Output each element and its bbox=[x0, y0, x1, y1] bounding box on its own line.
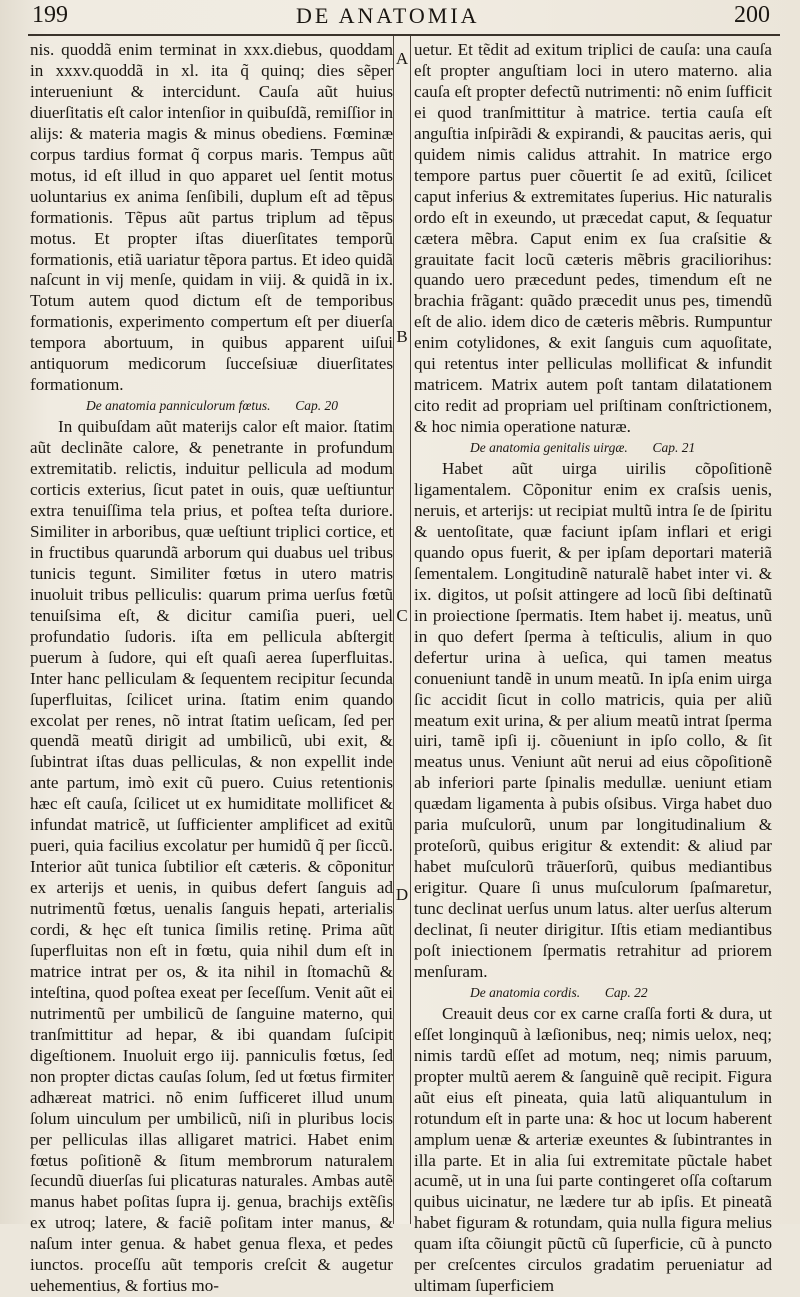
paragraph-continuation: nis. quoddã enim terminat in xxx.diebus, quoddam in xxxv.quoddã in xl. ita q̃ quinq; dies sẽper interueniunt & intercidunt. Cauſa aũt huius diuerſitatis eſt calor intenſior in quibuſdã, remiſſior in alijs: & materia magis & minus obediens. Fœminæ corpus tardius format q̃ corpus maris. Tempus aũt motus, id eſt illud in quo apparet uel ſentit motus uoluntarius ex anima ſenſibili, duplum eſt ad tẽpus formationis. Tẽpus aũt partus triplum ad tẽpus motus. Et propter iſtas diuerſitates temporũ formationis, etiã uariatur tẽpora partus. Et ideo quidã naſcunt in vij menſe, quidam in viij. & quidã in ix. Totum autem quod dictum eſt de temporibus formationis, experimento compertum eſt per diuerſa tempora abortuum, in quibus apparent uiſui antiquorum medicorum ſucceſsiuæ diuerſitates formationum. bbox=[30, 40, 393, 395]
chapter-number: Cap. 22 bbox=[604, 984, 648, 1000]
header-rule bbox=[28, 34, 780, 36]
paragraph: Habet aũt uirga uirilis cõpoſitionẽ ligamentalem. Cõponitur enim ex craſsis uenis, neruis, et arterijs: ut recipiat multũ intra ſe de ſpiritu & uentoſitate, quæ faciunt ipſam inflari et erigi quando opus fuerit, & per ipſam deportari materiã ſementalem. Longitudinẽ naturalẽ habet inter vi. & ix. digitos, ut poſsit attingere ad locũ ſibi deſtinatũ in proiectione ſpermatis. Item habet ij. meatus, unũ in quo defert ſperma à teſticulis, alium in quo defertur urina à ueſica, qui tamen meatus conueniunt tandẽ in unum meatũ. In ipſa enim uirga ſic accidit ſicut in collo matricis, quia per aliũ meatum exit urina, & per alium meatũ intrat ſperma uiri, tamẽ ipſi ij. cõueniunt in ipſo collo, & ſit meatus unus. Veniunt aũt nerui ad eius cõpoſitionẽ ab inferiori parte ſpinalis medullæ. ueniunt etiam quædam ligamenta à pubis oſsibus. Virga habet duo paria muſculorũ, unum par longitudinalium & proteſorũ, quibus erigitur & extendit: & aliud par habet muſculorũ trãuerſorũ, quibus mediantibus erigitur. Quare ſi unus muſculorum ſpaſmaretur, tunc declinat uerſus unum latus. alter uerſus alterum declinat, ſi neuter dirigitur. Iſtis etiam mediantibus poſt iniectionem ſpermatis retrahitur ad priorem menſuram. bbox=[414, 459, 772, 981]
margin-marker-b: B bbox=[396, 327, 408, 346]
chapter-title: De anatomia panniculorum fœtus. bbox=[86, 398, 271, 414]
running-title: DE ANATOMIA bbox=[296, 3, 480, 28]
chapter-heading-21 bbox=[414, 438, 772, 459]
page-number-left: 199 bbox=[32, 2, 68, 28]
left-column bbox=[30, 40, 393, 1297]
chapter-heading-20 bbox=[30, 396, 393, 417]
chapter-number: Cap. 20 bbox=[295, 398, 339, 414]
right-column bbox=[414, 40, 772, 1297]
running-header bbox=[0, 0, 800, 38]
chapter-title: De anatomia cordis. bbox=[470, 984, 581, 1000]
margin-marker-d: D bbox=[395, 885, 409, 904]
column-rule-left bbox=[393, 36, 394, 1224]
chapter-number: Cap. 21 bbox=[652, 440, 696, 456]
page-number-right: 200 bbox=[734, 2, 770, 28]
margin-marker-c: C bbox=[396, 606, 408, 625]
paragraph: In quibuſdam aũt materijs calor eſt maior. ſtatim aũt declinãte calore, & penetrante in profundum extremitatib. relictis, induitur pellicula ad modum corticis exterius, ſicut patet in ouis, quæ ueſtiuntur extra tenuiſſima tela prius, et poſtea teſta duriore. Similiter in arboribus, quæ ueſtiunt triplici cortice, et in fructibus quarundã arborum qui duabus uel tribus tunicis tegunt. Similiter fœtus in utero matris inuoluit tribus pelliculis: quarum prima uerſus fœtũ tenuiſsima eſt, & dicitur camiſia pueri, uel profundatio ſudoris. iſta em pellicula abſtergit puerum à ſudore, qui eſt quaſi aerea ſuperfluitas. Inter hanc pelliculam & ſequentem recipitur ſecunda ſuperfluitas, ſcilicet urina. ſtatim enim quando excolat per renes, nõ intrat ſtatim ueſicam, ſed per quendã meatũ dirigit ad umbilicũ, ubi exit, & ſubintrat iſtas duas pelliculas, & non expellit inde ante partum, imò exit cũ puero. Cuius retentionis hæc eſt cauſa, ſcilicet ut ex humiditate mollificet & infundat matricẽ, ut ſufficienter amplificet ad exitũ pueri, quia facilius excolatur per humidũ q̃ per ſiccũ. Interior aũt tunica ſubtilior eſt cæteris. & cõponitur ex arterijs et uenis, in quibus defert ſanguis ad nutrimentũ fœtus, uenalis ſanguis hepati, arterialis cordi, & hęc eſt tunica ſimilis retinę. Prima aũt ſuperfluitas non eſt in fœtu, quia nihil dum eſt in matrice intrat per os, & ita nihil in ſtomachũ & inteſtina, quod poſtea exeat per ſeceſſum. Venit aũt ei nutrimentũ per umbilicũ de ſanguine materno, qui tranſmittitur ad hepar, & ibi quandam ſuſcipit digeſtionem. Inuoluit ergo iij. panniculis fœtus, ſed non propter dictas cauſas ſolum, ſed ut fœtus firmiter adhæreat matrici. nõ enim ſufficeret illud unum ſolum uinculum per umbilicũ, niſi in pluribus locis per pelliculas illas alligaret matrici. Habet enim fœtus poſitionẽ & ſitum membrorum naturalem ſecundũ diuerſas ſui plicaturas naturales. Ambas autẽ manus habet poſitas ſupra ij. genua, brachijs extẽſis ex utroq; latere, & faciẽ poſitam inter manus, & naſum inter genua. & habet genua flexa, et pedes iunctos. proceſſu aũt temporis creſcit & augetur uehementius, & fortius mo- bbox=[30, 417, 393, 1296]
chapter-title: De anatomia genitalis uirgæ. bbox=[470, 440, 628, 456]
chapter-heading-22 bbox=[414, 983, 772, 1004]
column-rule-right bbox=[410, 36, 411, 1224]
paragraph: Creauit deus cor ex carne craſſa forti & dura, ut eſſet longinquũ à læſionibus, neq; nimis uelox, neq; nimis tardũ eſſet ad motum, neq; nimis paruum, propter multũ aerem & ſanguinẽ quẽ recipit. Figura aũt eius eſt pineata, quia latũ aliquantulum in rotundum eſt in parte una: & hoc ut locum haberent amplum uenæ & arteriæ exeuntes & ſubintrantes in illa parte. Et in alia ſui extremitate pũctale habet acumẽ, ut in una ſui parte contingeret oſſa coſtarum quibus uicinatur, ne lædere tur ab ipſis. Et pineatã habet figuram & rotundam, quia nulla figura melius quam iſta cõiungit pũctũ cũ ſuperficie, cũ à puncto per creſcentes circulos gradatim perueniatur ad ultimam ſuperficiem bbox=[414, 1003, 772, 1296]
paragraph-continuation: uetur. Et tẽdit ad exitum triplici de cauſa: una cauſa eſt propter anguſtiam loci in utero materno. alia cauſa eſt propter defectũ nutrimenti: nõ enim ſufficit ei quod tranſmittitur à matrice. tertia cauſa eſt anguſtia inſpirãdi & expirandi, & paucitas aeris, qui quidem nimis calidus attrahit. In matrice ergo tempore partus puer cõuertit ſe ad exitũ, ſcilicet caput inferius & extremitates ſuperius. Hic naturalis ordo eſt in exeundo, ut præcedat caput, & ſequatur cætera mẽbra. Caput enim ex ſua craſsitie & grauitate facit locũ cæteris mẽbris graciliorihus: quando uero præcedunt pedes, timendum eſt ne brachia frãgant: quãdo præcedit unus pes, timendũ eſt de alio. idem dico de cæteris mẽbris. Rumpuntur enim cotylidones, & exit ſanguis cum aquoſitate, qui retentus inter pelliculas mollificat & infundit matricem. Matrix autem poſt tantam dilatationem cito redit ad propriam uel priſtinam conſtrictionem, & hoc nimia operatione naturæ. bbox=[414, 40, 772, 437]
margin-marker-a: A bbox=[395, 49, 409, 68]
